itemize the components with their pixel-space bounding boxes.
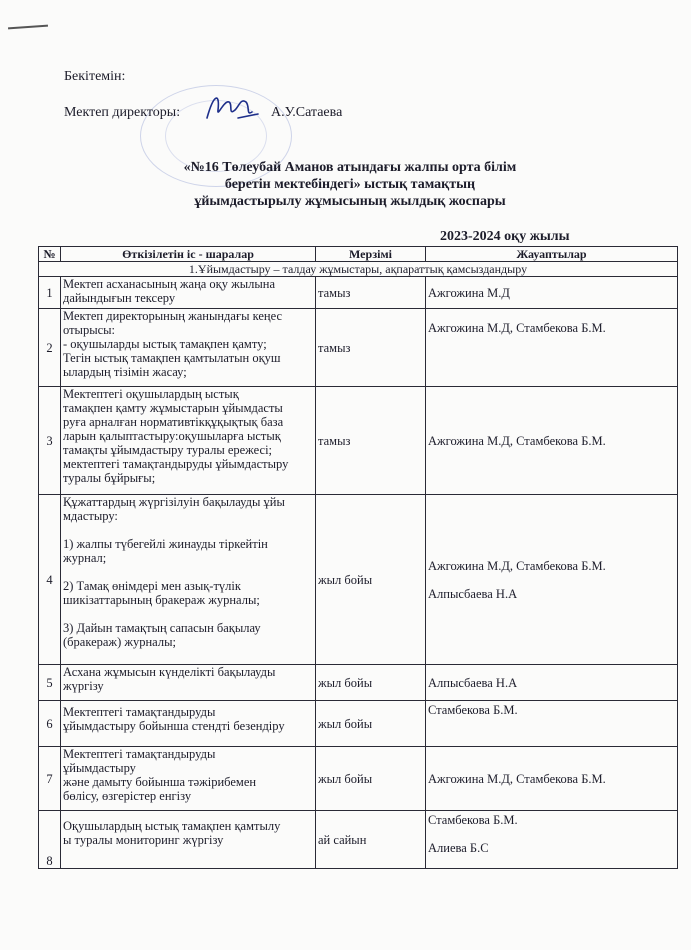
row-activity: Мектептегі тамақтандыруды ұйымдастыру және дамыту бойынша тәжірибемен бөлісу, өзгерістер енгізу	[61, 747, 316, 811]
row-term: тамыз	[316, 277, 426, 309]
row-activity: Мектеп директорының жанындағы кеңес отырысы: - оқушыларды ыстық тамақпен қамту; Тегін ыстық тамақпен қамтылатын оқуш ылардың тізімін жасау;	[61, 309, 316, 387]
col-header-responsible: Жауаптылар	[426, 247, 678, 262]
row-term: тамыз	[316, 309, 426, 387]
section-row	[39, 262, 678, 277]
table-row	[39, 309, 678, 387]
section-title: 1.Ұйымдастыру – талдау жұмыстары, ақпараттық қамсыздандыру	[39, 262, 678, 277]
table-row	[39, 495, 678, 665]
title-line: беретін мектебіндегі» ыстық тамақтың	[224, 177, 476, 192]
academic-year: 2023-2024 оқу жылы	[440, 229, 570, 244]
director-signature	[202, 88, 262, 128]
col-header-activity: Өткізілетін іс - шаралар	[61, 247, 316, 262]
row-activity: Мектептегі тамақтандыруды ұйымдастыру бойынша стендті безендіру	[61, 701, 316, 747]
title-line: ұйымдастырылу жұмысының жылдық жоспары	[194, 194, 506, 209]
row-activity: Асхана жұмысын күнделікті бақылауды жүргізу	[61, 665, 316, 701]
row-responsible: Стамбекова Б.М.	[426, 701, 678, 747]
row-term: жыл бойы	[316, 665, 426, 701]
row-number: 8	[39, 811, 61, 869]
row-term: жыл бойы	[316, 747, 426, 811]
table-row	[39, 387, 678, 495]
row-responsible: Алпысбаева Н.А	[426, 665, 678, 701]
row-responsible: Ажгожина М.Д	[426, 277, 678, 309]
director-line	[64, 105, 343, 121]
table-header-row	[39, 247, 678, 262]
row-responsible: Стамбекова Б.М. Алиева Б.С	[426, 811, 678, 869]
row-term: тамыз	[316, 387, 426, 495]
table-row	[39, 811, 678, 869]
plan-table	[38, 246, 678, 869]
row-number: 1	[39, 277, 61, 309]
row-number: 6	[39, 701, 61, 747]
row-responsible: Ажгожина М.Д, Стамбекова Б.М.	[426, 747, 678, 811]
row-term: ай сайын	[316, 811, 426, 869]
director-label: Мектеп директоры:	[64, 105, 181, 120]
row-responsible: Ажгожина М.Д, Стамбекова Б.М.	[426, 309, 678, 387]
row-number: 3	[39, 387, 61, 495]
row-responsible: Ажгожина М.Д, Стамбекова Б.М. Алпысбаева Н.А	[426, 495, 678, 665]
row-activity: Оқушылардың ыстық тамақпен қамтылу ы туралы мониторинг жүргізу	[61, 811, 316, 869]
document-title	[100, 159, 600, 210]
row-number: 2	[39, 309, 61, 387]
table-row	[39, 277, 678, 309]
approve-label: Бекітемін:	[64, 69, 126, 84]
col-header-term: Мерзімі	[316, 247, 426, 262]
row-number: 5	[39, 665, 61, 701]
row-activity: Құжаттардың жүргізілуін бақылауды ұйы мдастыру: 1) жалпы түбегейлі жинауды тіркейтін журнал; 2) Тамақ өнімдері мен азық-түлік шикізаттарының бракераж журналы; 3) Дайын тамақтың сапасын бақылау (бракераж) журналы;	[61, 495, 316, 665]
row-term: жыл бойы	[316, 701, 426, 747]
row-term: жыл бойы	[316, 495, 426, 665]
row-responsible: Ажгожина М.Д, Стамбекова Б.М.	[426, 387, 678, 495]
col-header-number: №	[39, 247, 61, 262]
scan-mark	[8, 25, 48, 30]
row-number: 7	[39, 747, 61, 811]
table-row	[39, 665, 678, 701]
row-number: 4	[39, 495, 61, 665]
row-activity: Мектептегі оқушылардың ыстық тамақпен қамту жұмыстарын ұйымдасты руға арналған нормативтікқұқықтық база ларын қалыптастыру:оқушыларға ыстық тамақты ұйымдастыру туралы ережесі; мектептегі тамақтандыруды ұйымдастыру туралы бұйрығы;	[61, 387, 316, 495]
table-row	[39, 701, 678, 747]
title-line: «№16 Төлеубай Аманов атындағы жалпы орта білім	[183, 160, 517, 175]
row-activity: Мектеп асханасының жаңа оқу жылына дайындығын тексеру	[61, 277, 316, 309]
table-row	[39, 747, 678, 811]
director-name: А.У.Сатаева	[271, 105, 343, 120]
